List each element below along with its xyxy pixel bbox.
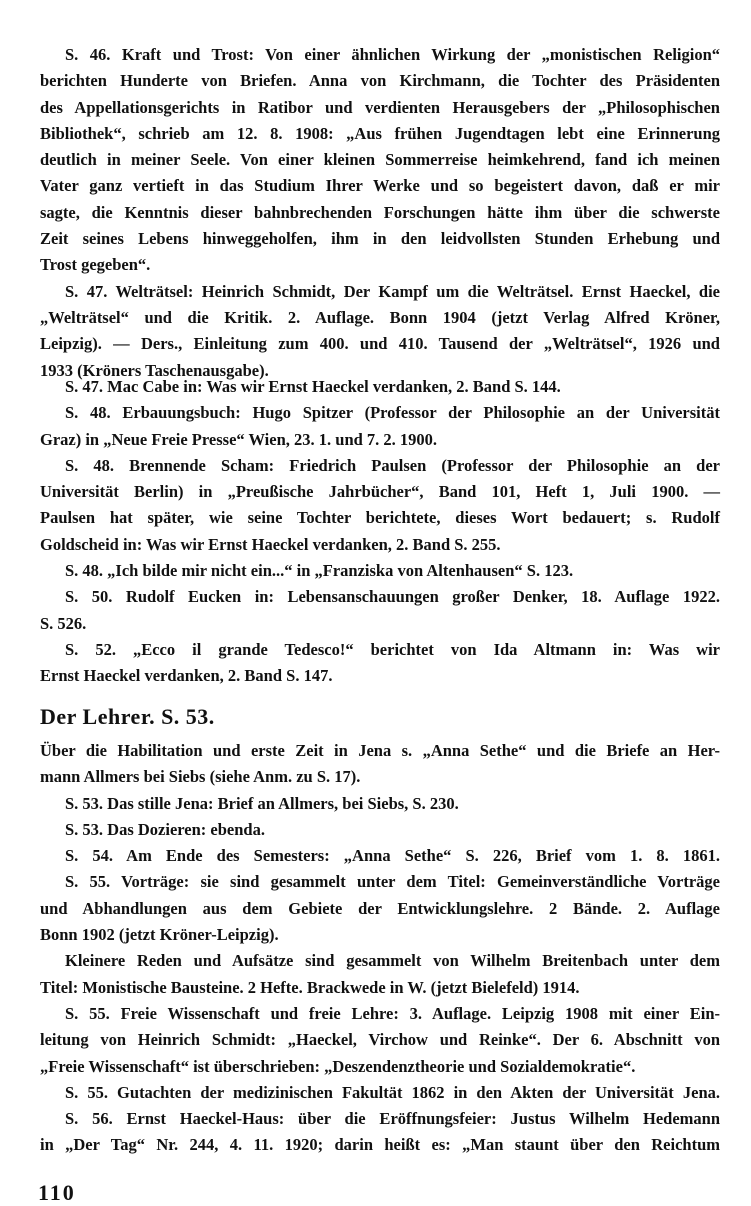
text-line: S. 55. Vorträge: sie sind gesammelt unter dem Titel: Gemeinverständliche Vorträge <box>65 872 720 892</box>
text-line: S. 55. Gutachten der medizinischen Fakultät 1862 in den Akten der Universität Jena. <box>65 1082 720 1102</box>
text-line: Leipzig). — Ders., Einleitung zum 400. und 410. Tausend der „Welträtsel“, 1926 und <box>40 334 720 354</box>
text-line: Titel: Monistische Bausteine. 2 Hefte. Brackwede in W. (jetzt Bielefeld) 1914. <box>40 977 580 997</box>
text-line: S. 53. Das Dozieren: ebenda. <box>65 819 265 839</box>
text-line: mann Allmers bei Siebs (siehe Anm. zu S. 17). <box>40 767 361 787</box>
text-line: S. 48. Brennende Scham: Friedrich Paulsen (Professor der Philosophie an der <box>65 455 720 475</box>
text-line: S. 54. Am Ende des Semesters: „Anna Sethe“ S. 226, Brief vom 1. 8. 1861. <box>65 846 720 866</box>
text-line: S. 47. Mac Cabe in: Was wir Ernst Haeckel verdanken, 2. Band S. 144. <box>65 377 561 396</box>
text-line: Über die Habilitation und erste Zeit in Jena s. „Anna Sethe“ und die Briefe an Her- <box>40 741 720 760</box>
text-line: Trost gegeben“. <box>40 255 151 275</box>
text-line: S. 526. <box>40 613 87 633</box>
section-heading: Der Lehrer. S. 53. <box>40 704 215 729</box>
text-line: Paulsen hat später, wie seine Tochter berichtete, dieses Wort bedauert; s. Rudolf <box>40 508 720 528</box>
text-line: Bonn 1902 (jetzt Kröner-Leipzig). <box>40 925 279 945</box>
text-line: Kleinere Reden und Aufsätze sind gesammelt von Wilhelm Breitenbach unter dem <box>65 951 720 971</box>
text-line: 1933 (Kröners Taschenausgabe). <box>40 360 269 380</box>
notes-block-2 <box>40 374 720 690</box>
text-line: S. 47. Welträtsel: Heinrich Schmidt, Der Kampf um die Welträtsel. Ernst Haeckel, die <box>65 281 720 301</box>
text-line: S. 50. Rudolf Eucken in: Lebensanschauungen großer Denker, 18. Auflage 1922. <box>65 587 720 607</box>
text-line: in „Der Tag“ Nr. 244, 4. 11. 1920; darin heißt es: „Man staunt über den Reichtum <box>40 1135 720 1155</box>
text-line: Ernst Haeckel verdanken, 2. Band S. 147. <box>40 666 333 686</box>
text-line: S. 53. Das stille Jena: Brief an Allmers, bei Siebs, S. 230. <box>65 793 459 813</box>
text-line: S. 48. „Ich bilde mir nicht ein...“ in „Franziska von Altenhausen“ S. 123. <box>65 561 574 581</box>
text-line: S. 52. „Ecco il grande Tedesco!“ berichtet von Ida Altmann in: Was wir <box>65 639 720 659</box>
text-line: leitung von Heinrich Schmidt: „Haeckel, Virchow und Reinke“. Der 6. Abschnitt von <box>40 1030 720 1050</box>
text-line: Goldscheid in: Was wir Ernst Haeckel verdanken, 2. Band S. 255. <box>40 534 501 554</box>
text-line: Graz) in „Neue Freie Presse“ Wien, 23. 1. und 7. 2. 1900. <box>40 429 438 449</box>
text-line: „Freie Wissenschaft“ ist überschrieben: „Deszendenztheorie und Sozialdemokratie“. <box>40 1056 636 1076</box>
text-line: sagte, die Kenntnis dieser bahnbrechenden Forschungen hätte ihm über die schwerste <box>40 202 720 222</box>
text-line: S. 56. Ernst Haeckel-Haus: über die Eröffnungsfeier: Justus Wilhelm Hedemann <box>65 1109 720 1129</box>
text-line: deutlich in meiner Seele. Von einer kleinen Sommerreise heimkehrend, fand ich meinen <box>40 150 720 170</box>
text-line: „Welträtsel“ und die Kritik. 2. Auflage. Bonn 1904 (jetzt Verlag Alfred Kröner, <box>40 307 720 327</box>
page-number: 110 <box>38 1180 76 1205</box>
text-line: Vater ganz vertieft in das Studium Ihrer Werke und so begeistert davon, daß er mir <box>40 176 720 196</box>
notes-block-3 <box>40 738 720 1159</box>
text-line: S. 48. Erbauungsbuch: Hugo Spitzer (Professor der Philosophie an der Universität <box>65 403 720 423</box>
text-line: und Abhandlungen aus dem Gebiete der Entwicklungslehre. 2 Bände. 2. Auflage <box>40 898 720 918</box>
notes-block-1 <box>40 42 720 384</box>
text-line: Universität Berlin) in „Preußische Jahrbücher“, Band 101, Heft 1, Juli 1900. — <box>40 482 720 502</box>
text-line: Bibliothek“, schrieb am 12. 8. 1908: „Aus frühen Jugendtagen lebt eine Erinnerung <box>40 123 720 143</box>
text-line: S. 55. Freie Wissenschaft und freie Lehre: 3. Auflage. Leipzig 1908 mit einer Ein- <box>65 1003 720 1023</box>
text-line: Zeit seines Lebens hinweggeholfen, ihm in den leidvollsten Stunden Erhebung und <box>40 229 720 249</box>
text-line: des Appellationsgerichts in Ratibor und verdienten Herausgebers der „Philosophischen <box>40 97 720 117</box>
text-line: S. 46. Kraft und Trost: Von einer ähnlichen Wirkung der „monistischen Religion“ <box>65 45 720 64</box>
text-line: berichten Hunderte von Briefen. Anna von Kirchmann, die Tochter des Präsidenten <box>40 71 720 91</box>
